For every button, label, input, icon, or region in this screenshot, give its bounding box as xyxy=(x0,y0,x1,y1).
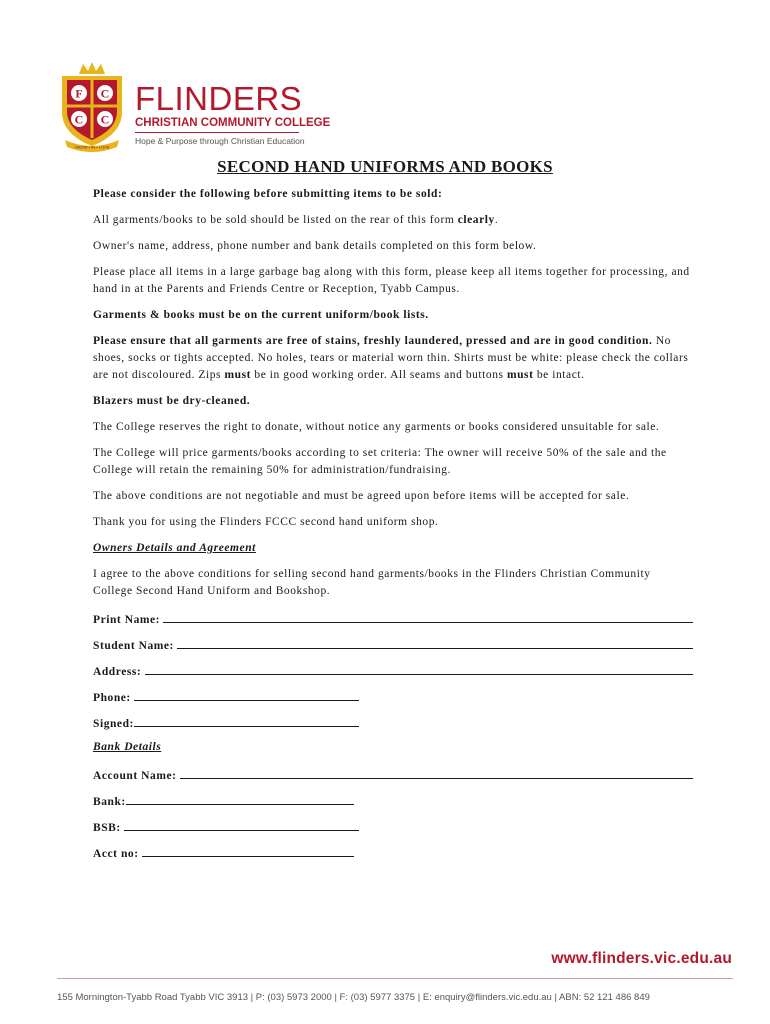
condition-text: be in good working order. All seams and buttons xyxy=(251,369,507,381)
student-name-label: Student Name: xyxy=(93,640,178,652)
instruction-lists: Garments & books must be on the current uniform/book lists. xyxy=(93,309,429,321)
crest-crown-icon xyxy=(79,62,105,74)
address-line[interactable] xyxy=(145,661,693,675)
footer-contact-line: 155 Mornington-Tyabb Road Tyabb VIC 3913 | P: (03) 5973 2000 | F: (03) 5977 3375 | E: enquiry@flinders.vic.edu.au | ABN: 52 121 486 849 xyxy=(57,992,650,1003)
print-name-label: Print Name: xyxy=(93,614,164,626)
condition-text: be intact. xyxy=(533,369,585,381)
college-tagline: Hope & Purpose through Christian Education xyxy=(135,136,305,146)
crest-motto: GROW • IN • LOVE xyxy=(74,144,110,150)
bsb-line[interactable] xyxy=(124,817,359,831)
signed-label: Signed: xyxy=(93,718,134,730)
college-wordmark xyxy=(135,82,330,146)
phone-line[interactable] xyxy=(134,687,359,701)
phone-field[interactable] xyxy=(93,687,693,704)
bank-line[interactable] xyxy=(126,791,354,805)
owners-heading: Owners Details and Agreement xyxy=(93,542,256,554)
instruction-donate: The College reserves the right to donate, without notice any garments or books considered unsuitable for sale. xyxy=(93,421,660,433)
instruction-pricing: The College will price garments/books according to set criteria: The owner will receive 50% of the sale and the College will retain the remaining 50% for administration/fundraising. xyxy=(93,447,667,476)
crest-letter: C xyxy=(100,112,110,127)
bsb-field[interactable] xyxy=(93,817,693,834)
college-crest-logo xyxy=(57,60,127,152)
student-name-field[interactable] xyxy=(93,635,693,652)
crest-letter: C xyxy=(100,86,110,101)
logo-divider xyxy=(135,132,299,133)
form-body xyxy=(93,186,693,869)
college-subtitle: CHRISTIAN COMMUNITY COLLEGE xyxy=(135,117,331,129)
college-name: FLINDERS xyxy=(135,80,303,117)
acct-no-field[interactable] xyxy=(93,843,693,860)
account-name-label: Account Name: xyxy=(93,770,180,782)
bsb-label: BSB: xyxy=(93,822,125,834)
condition-emphasis: must xyxy=(506,369,534,381)
account-name-field[interactable] xyxy=(93,765,693,782)
instruction-details: Owner's name, address, phone number and bank details completed on this form below. xyxy=(93,240,537,252)
instruction-condition xyxy=(93,333,693,384)
footer-divider xyxy=(57,978,733,979)
bank-heading: Bank Details xyxy=(93,741,162,753)
instruction-text: . xyxy=(494,214,499,226)
address-field[interactable] xyxy=(93,661,693,678)
crest-letter: C xyxy=(74,112,84,127)
condition-emphasis: Please ensure that all garments are free of stains, freshly laundered, pressed and are in good condition. xyxy=(93,335,653,347)
instruction-listing xyxy=(93,212,693,229)
thank-you-text: Thank you for using the Flinders FCCC second hand uniform shop. xyxy=(93,516,439,528)
print-name-field[interactable] xyxy=(93,609,693,626)
phone-label: Phone: xyxy=(93,692,135,704)
condition-text: No shoes, socks or tights accepted. No holes, tears or material worn thin. Shirts must be white: please check the collars are not discoloured. Zips xyxy=(93,335,689,381)
document-title: SECOND HAND UNIFORMS AND BOOKS xyxy=(217,157,553,176)
intro-text: Please consider the following before submitting items to be sold: xyxy=(93,188,443,200)
signed-line[interactable] xyxy=(134,713,359,727)
signed-field[interactable] xyxy=(93,713,693,730)
address-label: Address: xyxy=(93,666,145,678)
instruction-blazers: Blazers must be dry-cleaned. xyxy=(93,395,251,407)
bank-field[interactable] xyxy=(93,791,693,808)
instruction-conditions: The above conditions are not negotiable and must be agreed upon before items will be accepted for sale. xyxy=(93,490,630,502)
account-name-line[interactable] xyxy=(180,765,693,779)
instruction-text: All garments/books to be sold should be listed on the rear of this form xyxy=(93,214,458,226)
crest-letter: F xyxy=(75,86,83,101)
print-name-line[interactable] xyxy=(163,609,693,623)
student-name-line[interactable] xyxy=(177,635,693,649)
footer-website-link[interactable]: www.flinders.vic.edu.au xyxy=(551,950,732,967)
instruction-packaging: Please place all items in a large garbage bag along with this form, please keep all items together for processing, and hand in at the Parents and Friends Centre or Reception, Tyabb Campus. xyxy=(93,266,690,295)
instruction-emphasis: clearly xyxy=(457,214,495,226)
acct-no-label: Acct no: xyxy=(93,848,143,860)
agreement-text: I agree to the above conditions for selling second hand garments/books in the Flinders Christian Community College Second Hand Uniform and Bookshop. xyxy=(93,568,651,597)
condition-emphasis: must xyxy=(224,369,251,381)
acct-no-line[interactable] xyxy=(142,843,354,857)
bank-label: Bank: xyxy=(93,796,126,808)
